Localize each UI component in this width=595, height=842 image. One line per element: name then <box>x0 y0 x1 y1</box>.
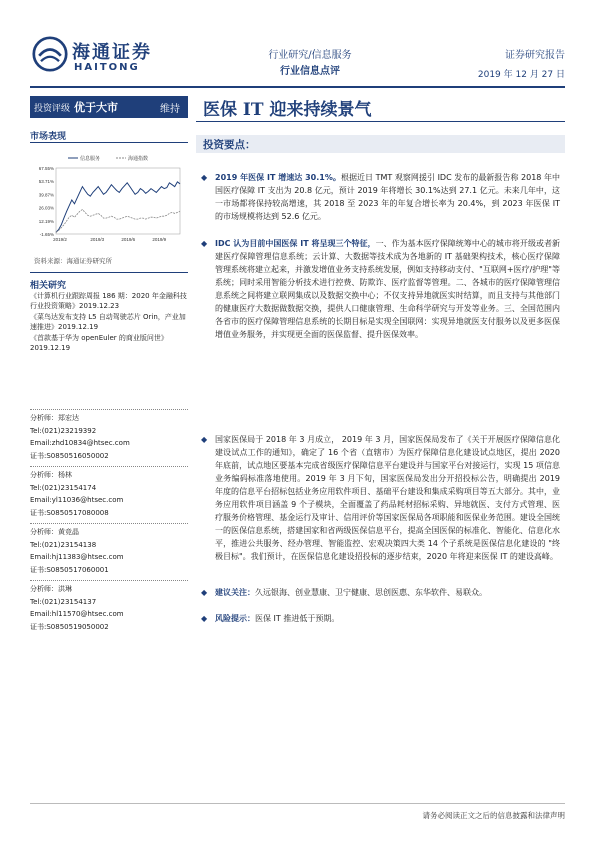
related-title: 相关研究 <box>30 281 67 291</box>
series-line <box>56 210 180 233</box>
key-point-text: 国家医保局于 2018 年 3 月成立， 2019 年 3 月，国家医保局发布了《关于开展医疗保障信息化建设试点工作的通知》，确定了 16 个省（直辖市）为医疗保障信息化建设试点地区，提出 2020 年底前，试点地区要基本完成省级医疗保障信息平台建设并与国家平台对接运行，实现 15 项信息业务编码标准落地使用。2019 年 3 月下旬，国家医保局发出分开招投标公告，明确提出 2019 年度的信息平台招标包括业务应用软件项目、基础平台建设和集成采购项目等五大部分。其中，业务应用软件项目涵盖 9 个子模块，全面覆盖了药品耗材招标采购、异地就医、支付方式管理、医疗服务价格管理、基金运行及审计、信用评价等国家医保局各项职能和医保业务范围。建设全国统一的医保信息系统，搭建国家和省两级医保信息平台，提高全国医保的标准化、智能化、信息化水平，推进公共服务、经办管理、智能监控、宏观决策四大类 14 个子系统是医保信息化建设的 "终极目标"。我们预计，在医保信息化建设招投标的逐步结束，2020 年将迎来医保 IT 的建设高峰。 <box>215 435 560 561</box>
bullet-icon: ◆ <box>201 435 208 444</box>
report-series: 证券研究报告 <box>505 50 565 61</box>
analyst-cert: 证书:S0850519050002 <box>30 622 109 631</box>
key-point-text: 久远银海、创业慧康、卫宁健康、思创医惠、东华软件、易联众。 <box>255 588 487 597</box>
key-point-item <box>203 237 560 341</box>
key-point-lead: 建议关注： <box>215 588 255 597</box>
source-divider <box>30 272 188 273</box>
analyst-card <box>30 523 188 576</box>
report-date: 2019 年 12 月 27 日 <box>477 70 565 80</box>
analyst-tel: Tel:(021)23154174 <box>30 483 97 492</box>
key-points-header <box>196 135 565 153</box>
analyst-tel: Tel:(021)23154138 <box>30 540 97 549</box>
y-tick-label: 12.19% <box>38 218 54 224</box>
legend-label: 信息服务 <box>80 156 101 162</box>
footer-divider <box>30 803 565 804</box>
analyst-list <box>30 409 188 637</box>
x-tick-label: 2019/3 <box>90 237 105 242</box>
analyst-name: 分析师：洪琳 <box>30 580 188 596</box>
logo-chinese: 海通证券 <box>72 42 152 63</box>
haitong-logo-icon <box>32 36 68 72</box>
bullet-icon: ◆ <box>201 239 208 248</box>
analyst-card <box>30 580 188 633</box>
title-divider <box>196 121 565 122</box>
header-divider <box>30 86 565 88</box>
related-item[interactable]: 《首款基于华为 openEuler 的商业版问世》2019.12.19 <box>30 334 168 352</box>
analyst-cert: 证书:S0850517080008 <box>30 508 109 517</box>
rating-value: 优于大市 <box>74 101 119 114</box>
analyst-email[interactable]: Email:hj11383@htsec.com <box>30 553 124 561</box>
analyst-card <box>30 409 188 462</box>
x-tick-label: 2019/2 <box>53 237 67 242</box>
key-point-lead: IDC 认为目前中国医保 IT 将呈现三个特征， <box>215 239 376 248</box>
rating-label: 投资评级 <box>34 103 71 114</box>
analyst-card <box>30 466 188 519</box>
report-category: 行业研究/信息服务 <box>268 50 352 61</box>
key-point-item <box>203 171 560 223</box>
y-tick-label: 53.71% <box>38 179 54 185</box>
key-point-item <box>203 586 560 599</box>
bullet-icon: ◆ <box>201 173 208 182</box>
bullet-icon: ◆ <box>201 588 208 597</box>
footer-disclaimer: 请务必阅读正文之后的信息披露和法律声明 <box>422 811 565 820</box>
key-point-text: 根据近日 TMT 观察网援引 IDC 发布的最新报告称 2018 年中国医疗保障 IT 支出为 20.8 亿元，预计 2019 年将增长 30.1%达到 27.1 亿元。未来几年中，这一市场都将保持较高增速，其 2018 至 2023 年的年复合增长率为 20.4%，到 2023 年医保 IT 的市场规模将达到 52.6 亿元。 <box>215 173 561 221</box>
analyst-tel: Tel:(021)23219392 <box>30 426 97 435</box>
report-title: 医保 IT 迎来持续景气 <box>203 100 372 120</box>
series-line <box>56 182 180 233</box>
key-point-text: 一、作为基本医疗保障统筹中心的城市将开级或者新建医疗保障管理信息系统；云计算、大数据等技术成为各地新的 IT 基础架构技术，核心医疗保障管理系统将建立起来，并激发增值业务支持系统发展，例如支持移动支付、"互联网+医疗/护理"等系统；同时采用智能分析技术进行控费、防欺诈、医疗监督等管理。二、各城市的医疗保障管理信息系统之间将建立联网集成以及数据交换中心；不仅支持异地就医实时结算，而且支持与其他部门的健康医疗大数据做数据交换，提供人口健康管理、生命科学研究与开发等业务。三、全国范围内各省市的医疗保障管理信息系统的长期目标是实现全国联网：实现异地就医支付服务以及更多医保增值业务服务，并实现更全面的医保监督、提升医保效率。 <box>215 239 560 339</box>
legend-label: 海通指数 <box>128 156 149 162</box>
analyst-email[interactable]: Email:yl11036@htsec.com <box>30 496 124 504</box>
rating-bar <box>30 96 188 118</box>
y-tick-label: 26.03% <box>38 205 54 211</box>
x-tick-label: 2019/9 <box>152 237 167 242</box>
analyst-name: 分析师：郑宏达 <box>30 409 188 425</box>
related-item[interactable]: 《计算机行业跟踪周报 186 期：2020 年金融科技行业投资策略》2019.12.23 <box>30 292 187 310</box>
key-point-text: 医保 IT 推进低于预期。 <box>255 614 340 623</box>
y-tick-label: 39.87% <box>38 192 54 198</box>
y-tick-label: 67.55% <box>38 166 54 171</box>
x-tick-label: 2019/6 <box>121 237 136 242</box>
market-title: 市场表现 <box>30 132 67 142</box>
logo-english: HAITONG <box>74 62 140 73</box>
analyst-name: 分析师：黄竞晶 <box>30 523 188 539</box>
market-chart <box>30 148 188 248</box>
bullet-icon: ◆ <box>201 614 208 623</box>
analyst-email[interactable]: Email:hl11570@htsec.com <box>30 610 124 618</box>
related-list <box>30 291 188 354</box>
related-item[interactable]: 《菜鸟达发布支持 L5 自动驾驶芯片 Orin，产业加速推进》2019.12.19 <box>30 313 186 331</box>
chart-source: 资料来源：海通证券研究所 <box>34 257 112 265</box>
key-point-item <box>203 433 560 563</box>
key-points-title: 投资要点： <box>203 139 256 151</box>
analyst-tel: Tel:(021)23154137 <box>30 597 97 606</box>
y-tick-label: -1.65% <box>39 232 54 237</box>
key-point-lead: 2019 年医保 IT 增速达 30.1%。 <box>215 173 341 182</box>
market-divider <box>30 142 188 143</box>
analyst-name: 分析师：杨林 <box>30 466 188 482</box>
rating-action: 维持 <box>160 103 180 115</box>
key-point-item <box>203 612 560 625</box>
analyst-cert: 证书:S0850517060001 <box>30 565 109 574</box>
report-type: 行业信息点评 <box>280 66 340 77</box>
analyst-cert: 证书:S0850516050002 <box>30 451 109 460</box>
chart-frame <box>56 168 180 234</box>
key-point-lead: 风险提示： <box>215 614 255 623</box>
analyst-email[interactable]: Email:zhd10834@htsec.com <box>30 439 130 447</box>
